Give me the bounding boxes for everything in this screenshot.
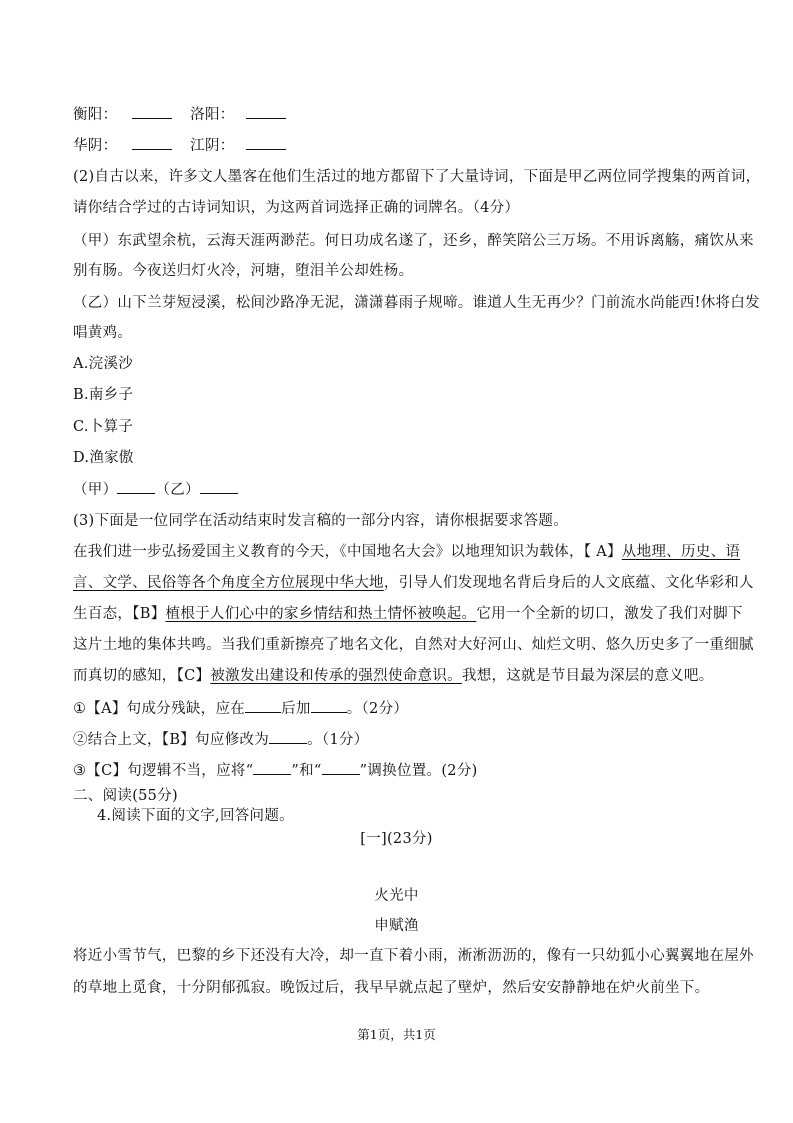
question-4: 4.阅读下面的文字,回答问题。: [97, 808, 294, 824]
q2-prompt-line-2: 请你结合学过的古诗词知识，为这两首词选择正确的词牌名。（4分）: [73, 200, 520, 216]
q3-para-line-5: [73, 666, 723, 686]
section-heading: 二、阅读(55分): [73, 788, 178, 804]
label-huayin: 华阴：: [73, 138, 118, 154]
text: ③【C】句逻辑不当，应将“: [73, 763, 254, 779]
poem-yi-line-2: 唱黄鸡。: [73, 325, 133, 341]
q2-answer-line: [73, 479, 723, 500]
underlined-sentence-c: 被激发出建设和传承的强烈使命意识。: [210, 668, 462, 684]
text: 而真切的感知，【C】: [73, 668, 211, 684]
blank[interactable]: [246, 104, 286, 119]
blank[interactable]: [322, 760, 360, 775]
label-jiangyin: 江阴：: [190, 138, 235, 154]
label-luoyang: 洛阳：: [190, 107, 235, 123]
page-footer: 第1页，共1页: [357, 1027, 436, 1042]
text: 它用一个全新的切口，激发了我们对脚下: [476, 606, 743, 622]
fill-line-1: [73, 104, 723, 125]
q3-sub-2: [73, 729, 723, 750]
article-title: 火光中: [374, 888, 419, 904]
text: ”调换位置。(2分): [359, 763, 478, 779]
q3-para-line-1: [73, 542, 741, 562]
underlined-sentence-b: 植根于人们心中的家乡情结和热土情怀被唤起。: [165, 606, 477, 622]
text: 我想，这就是节目最为深层的意义吧。: [461, 668, 714, 684]
fill-line-2: [73, 135, 723, 156]
answer-jia-label: （甲）: [73, 482, 118, 498]
blank[interactable]: [246, 135, 286, 150]
blank[interactable]: [253, 760, 291, 775]
answer-yi-label: （乙）: [155, 482, 200, 498]
poem-jia-line-2: 别有肠。今夜送归灯火冷，河塘，堕泪羊公却姓杨。: [73, 263, 414, 279]
blank[interactable]: [117, 479, 155, 494]
q3-para-line-3: [73, 604, 743, 624]
text: 在我们进一步弘扬爱国主义教育的今天，《中国地名大会》以地理知识为载体，【 A】: [73, 544, 622, 560]
blank[interactable]: [132, 104, 172, 119]
text: ，引导人们发现地名背后身后的人文底蕴、文化华彩和人: [383, 575, 754, 591]
blank[interactable]: [132, 135, 172, 150]
option-c: C.卜算子: [73, 419, 134, 435]
text: 。（2分）: [346, 701, 409, 717]
option-a: A.浣溪沙: [73, 356, 134, 372]
text: ①【A】句成分残缺，应在: [73, 701, 246, 717]
q3-para-line-4: 这片土地的集体共鸣。当我们重新擦亮了地名文化，自然对大好河山、灿烂文明、悠久历史多了一重细腻: [73, 637, 754, 653]
q3-prompt: (3)下面是一位同学在活动结束时发言稿的一部分内容，请你根据要求答题。: [73, 513, 569, 529]
option-b: B.南乡子: [73, 387, 134, 403]
article-para-line-1: 将近小雪节气，巴黎的乡下还没有大冷，却一直下着小雨，淅淅沥沥的，像有一只幼狐小心翼翼地在屋外: [73, 948, 754, 964]
blank[interactable]: [311, 698, 347, 713]
text: 后加: [281, 701, 311, 717]
text: 生百态，【B】: [73, 606, 166, 622]
part-heading: [一](23分): [360, 831, 433, 847]
article-author: 申赋渔: [374, 918, 419, 934]
q3-sub-1: [73, 698, 723, 719]
text: ”和“: [291, 763, 322, 779]
label-hengyang: 衡阳：: [73, 107, 118, 123]
article-para-line-2: 的草地上觅食，十分阴郁孤寂。晚饭过后，我早早就点起了壁炉，然后安安静静地在炉火前坐下。: [73, 980, 710, 996]
underlined-sentence-a: 言、文学、民俗等各个角度全方位展现中华大地: [73, 575, 384, 591]
poem-yi-line-1: （乙）山下兰芽短浸溪，松间沙路净无泥，潇潇暮雨子规啼。谁道人生无再少？门前流水尚能西!休将白发: [73, 295, 760, 311]
text: ②结合上文，【B】句应修改为: [73, 732, 270, 748]
q3-sub-3: [73, 760, 723, 781]
blank[interactable]: [200, 479, 238, 494]
blank[interactable]: [269, 729, 307, 744]
q2-prompt-line-1: (2)自古以来，许多文人墨客在他们生活过的地方都留下了大量诗词，下面是甲乙两位同学搜集的两首词，: [73, 169, 761, 185]
blank[interactable]: [245, 698, 281, 713]
q3-para-line-2: [73, 573, 754, 593]
underlined-sentence-a: 从地理、历史、语: [621, 544, 741, 560]
text: 。（1分）: [307, 732, 369, 748]
poem-jia-line-1: （甲）东武望余杭，云海天涯两渺茫。何日功成名遂了，还乡，醉笑陪公三万场。不用诉离觞，痛饮从来: [73, 233, 754, 249]
option-d: D.渔家傲: [73, 450, 134, 466]
